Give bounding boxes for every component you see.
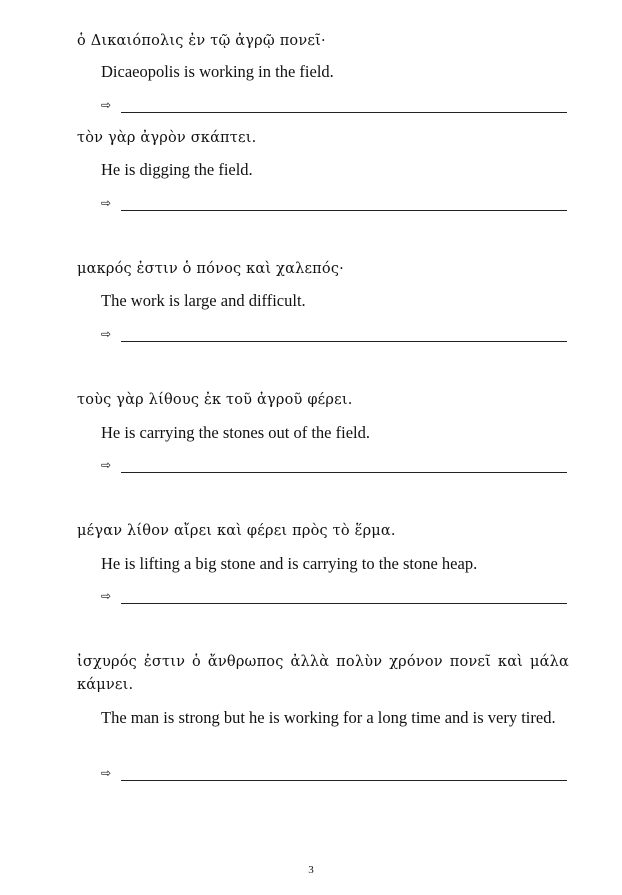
right-arrow-icon: ⇨	[101, 327, 112, 341]
greek-sentence: τὸν γὰρ ἀγρὸν σκάπτει.	[77, 130, 257, 146]
right-arrow-icon: ⇨	[101, 589, 112, 603]
greek-sentence: μακρός ἐστιν ὁ πόνος καὶ χαλεπός·	[77, 261, 344, 277]
english-translation: He is carrying the stones out of the field.	[101, 423, 370, 442]
answer-line[interactable]	[121, 210, 567, 211]
english-translation: The work is large and difficult.	[101, 291, 306, 310]
right-arrow-icon: ⇨	[101, 98, 112, 112]
answer-line[interactable]	[121, 603, 567, 604]
answer-line[interactable]	[121, 341, 567, 342]
english-translation: He is digging the field.	[101, 160, 253, 179]
greek-sentence: ἰσχυρός ἐστιν ὁ ἄνθρωπος ἀλλὰ πολὺν χρόνον πονεῖ καὶ μάλα κάμνει.	[77, 654, 569, 693]
english-translation: Dicaeopolis is working in the field.	[101, 62, 334, 81]
answer-line[interactable]	[121, 472, 567, 473]
right-arrow-icon: ⇨	[101, 766, 112, 780]
greek-sentence: ὁ Δικαιόπολις ἐν τῷ ἀγρῷ πονεῖ·	[77, 33, 326, 49]
english-translation: The man is strong but he is working for a long time and is very tired.	[101, 708, 556, 727]
greek-sentence: μέγαν λίθον αἴρει καὶ φέρει πρὸς τὸ ἕρμα.	[77, 523, 396, 539]
page-number: 3	[308, 864, 314, 876]
answer-line[interactable]	[121, 112, 567, 113]
greek-sentence: τοὺς γὰρ λίθους ἐκ τοῦ ἀγροῦ φέρει.	[77, 392, 353, 408]
right-arrow-icon: ⇨	[101, 196, 112, 210]
english-translation: He is lifting a big stone and is carrying to the stone heap.	[101, 554, 478, 573]
right-arrow-icon: ⇨	[101, 458, 112, 472]
answer-line[interactable]	[121, 780, 567, 781]
